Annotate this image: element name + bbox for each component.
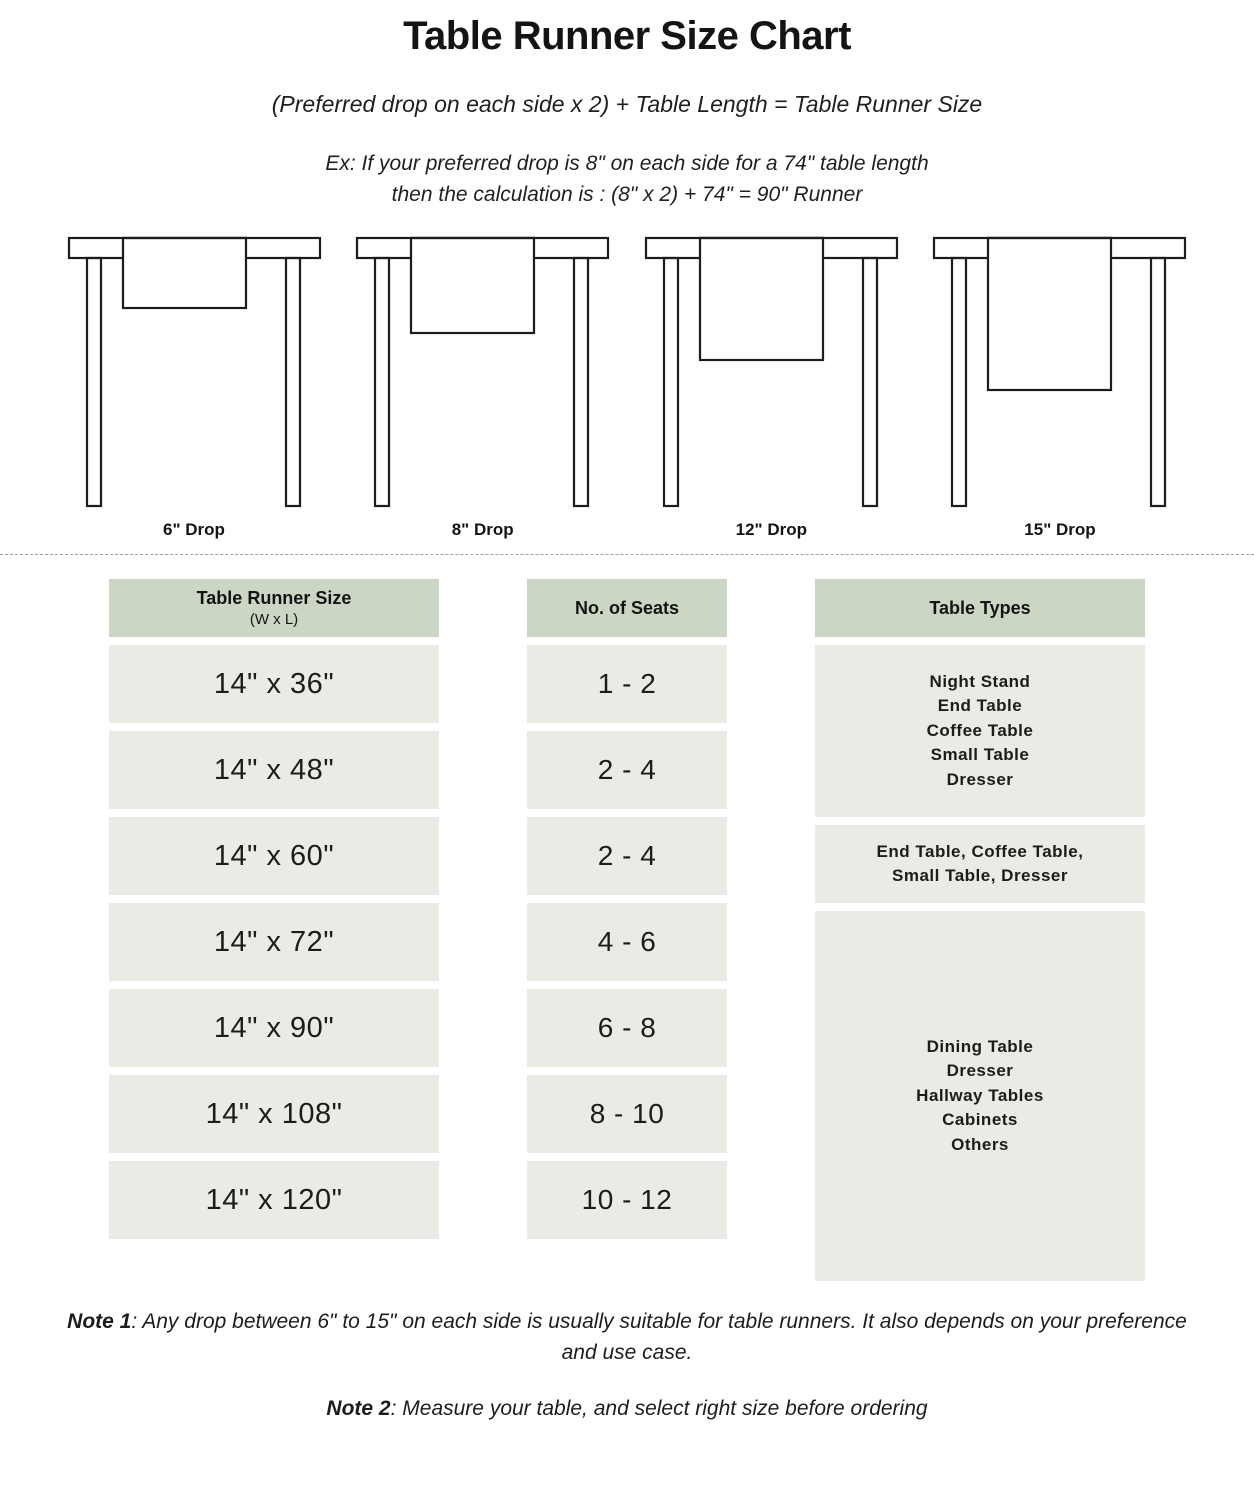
section-divider — [0, 554, 1254, 555]
table-row: 10 - 12 — [527, 1161, 727, 1239]
table-types-group: Night Stand End Table Coffee Table Small Table Dresser — [815, 645, 1145, 817]
note-1 — [50, 1307, 1204, 1368]
note-1-text: : Any drop between 6" to 15" on each side is usually suitable for table runners. It also depends on your preference and use case. — [131, 1310, 1187, 1364]
table-runner-illustration-15-icon — [932, 232, 1187, 510]
page-title: Table Runner Size Chart — [403, 14, 851, 58]
drop-diagram-15 — [930, 232, 1190, 540]
header-table-types-label: Table Types — [929, 597, 1031, 618]
header-table-types — [815, 579, 1145, 637]
notes-section — [0, 1307, 1254, 1424]
table-row: 4 - 6 — [527, 903, 727, 981]
header-seats — [527, 579, 727, 637]
drop-label-15: 15" Drop — [1024, 520, 1096, 540]
drop-diagrams — [0, 232, 1254, 540]
header-seats-label: No. of Seats — [574, 597, 680, 618]
drop-diagram-8 — [353, 232, 613, 540]
note-2 — [50, 1394, 1204, 1424]
note-2-text: : Measure your table, and select right size before ordering — [390, 1397, 928, 1421]
header-runner-size-sub: (W x L) — [249, 610, 299, 628]
table-row: 14" x 120" — [109, 1161, 439, 1239]
header-runner-size — [109, 579, 439, 637]
drop-label-8: 8" Drop — [451, 520, 514, 540]
table-row: 8 - 10 — [527, 1075, 727, 1153]
table-types-group: Dining Table Dresser Hallway Tables Cabinets Others — [815, 911, 1145, 1281]
size-chart-page — [0, 8, 1254, 1508]
table-row: 6 - 8 — [527, 989, 727, 1067]
header-runner-size-label: Table Runner Size — [196, 588, 352, 609]
table-row: 14" x 36" — [109, 645, 439, 723]
example-line-1: Ex: If your preferred drop is 8" on each side for a 74" table length — [325, 152, 929, 175]
formula-text: (Preferred drop on each side x 2) + Table Length = Table Runner Size — [271, 91, 983, 117]
drop-diagram-6 — [64, 232, 324, 540]
table-types-group: End Table, Coffee Table, Small Table, Dresser — [815, 825, 1145, 903]
column-runner-size — [109, 579, 439, 1281]
table-row: 14" x 108" — [109, 1075, 439, 1153]
example-line-2: then the calculation is : (8" x 2) + 74" = 90" Runner — [391, 183, 863, 207]
table-runner-illustration-8-icon — [355, 232, 610, 510]
note-2-label: Note 2 — [326, 1397, 391, 1421]
example-block — [0, 148, 1254, 210]
table-row: 2 - 4 — [527, 817, 727, 895]
table-row: 2 - 4 — [527, 731, 727, 809]
table-row: 14" x 48" — [109, 731, 439, 809]
note-1-label: Note 1 — [67, 1310, 132, 1334]
drop-label-12: 12" Drop — [735, 520, 807, 540]
table-runner-illustration-12-icon — [644, 232, 899, 510]
column-seats — [527, 579, 727, 1281]
table-runner-illustration-6-icon — [67, 232, 322, 510]
table-row: 14" x 72" — [109, 903, 439, 981]
column-table-types — [815, 579, 1145, 1281]
table-row: 14" x 90" — [109, 989, 439, 1067]
drop-label-6: 6" Drop — [163, 520, 225, 540]
size-table — [0, 579, 1254, 1281]
table-row: 1 - 2 — [527, 645, 727, 723]
table-row: 14" x 60" — [109, 817, 439, 895]
drop-diagram-12 — [641, 232, 901, 540]
